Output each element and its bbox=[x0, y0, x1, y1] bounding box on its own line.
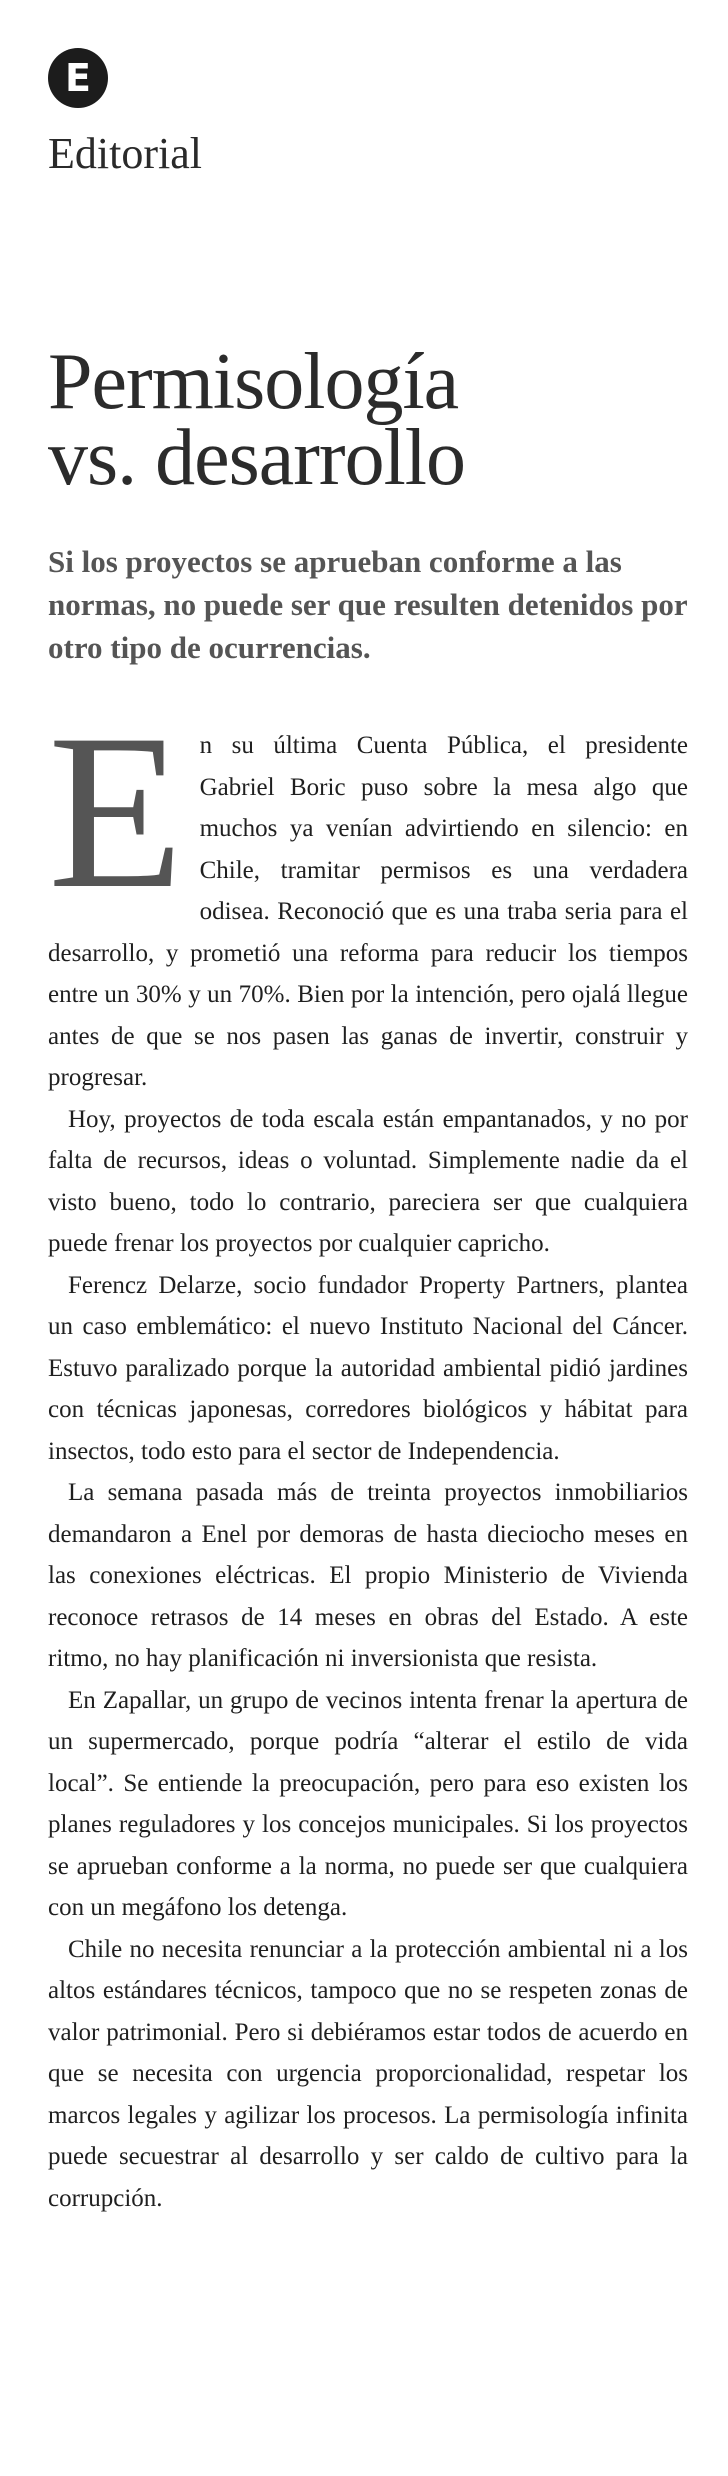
headline bbox=[48, 338, 688, 502]
section-title: Editorial bbox=[48, 129, 202, 178]
article-paragraph bbox=[48, 689, 688, 1099]
drop-cap: E bbox=[48, 689, 184, 935]
headline-line-2: vs. desarrollo bbox=[48, 414, 466, 502]
article-paragraph: Ferencz Delarze, socio fundador Property Partners, plantea un caso emblemático: el nuevo Instituto Nacional del Cáncer. Estuvo paralizado porque la autoridad ambiental pidió jardines con técnicas japonesas, corredores biológicos y hábitat para insectos, todo esto para el sector de Independencia. bbox=[48, 1271, 688, 1465]
article-paragraph: En Zapallar, un grupo de vecinos intenta frenar la apertura de un supermercado, porque podría “alterar el estilo de vida local”. Se entiende la preocupación, pero para eso existen los planes reguladores y los concejos municipales. Si los proyectos se aprueban conforme a la norma, no puede ser que cualquiera con un megáfono los detenga. bbox=[48, 1686, 688, 1921]
article-paragraph: Chile no necesita renunciar a la protección ambiental ni a los altos estándares técnicos, tampoco que no se respeten zonas de valor patrimonial. Pero si debiéramos estar todos de acuerdo en que se necesita con urgencia proporcionalidad, respetar los marcos legales y agilizar los procesos. La permisología infinita puede secuestrar al desarrollo y ser caldo de cultivo para la corrupción. bbox=[48, 1935, 688, 2212]
section-badge: E bbox=[48, 48, 108, 108]
article-paragraph: La semana pasada más de treinta proyectos inmobiliarios demandaron a Enel por demoras de hasta dieciocho meses en las conexiones eléctricas. El propio Ministerio de Vivienda reconoce retrasos de 14 meses en obras del Estado. A este ritmo, no hay planificación ni inversionista que resista. bbox=[48, 1479, 688, 1672]
headline-line-1: Permisología bbox=[48, 338, 459, 426]
article-paragraph: Hoy, proyectos de toda escala están empantanados, y no por falta de recursos, ideas o voluntad. Simplemente nadie da el visto bueno, todo lo contrario, pareciera ser que cualquiera puede frenar los proyectos por cualquier capricho. bbox=[48, 1105, 688, 1257]
deck-subtitle: Si los proyectos se aprueban conforme a las normas, no puede ser que resulten detenidos por otro tipo de ocurrencias. bbox=[48, 544, 688, 665]
paragraph-text: n su última Cuenta Pública, el presidente Gabriel Boric puso sobre la mesa algo que muchos ya venían advirtiendo en silencio: en Chile, tramitar permisos es una verdadera odisea. Reconoció que es una traba seria para el desarrollo, y prometió una reforma para reducir los tiempos entre un 30% y un 70%. Bien por la intención, pero ojalá llegue antes de que se nos pasen las ganas de invertir, construir y progresar. bbox=[48, 732, 688, 1091]
article-body bbox=[48, 689, 688, 2219]
